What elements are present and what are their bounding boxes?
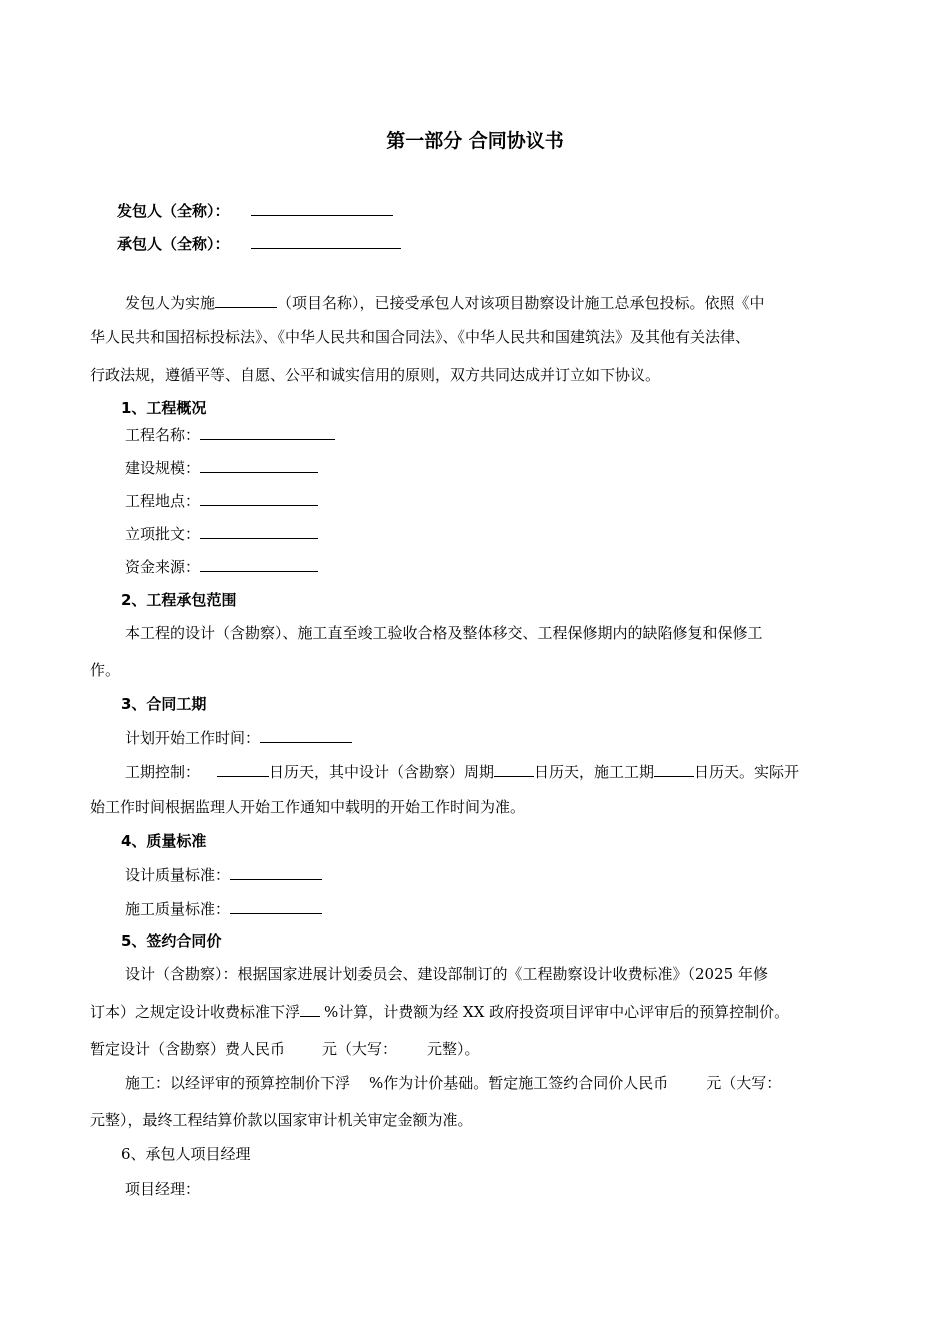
field-text: 订本）之规定设计收费标准下浮 xyxy=(90,1003,301,1021)
intro-text: 发包人为实施 xyxy=(125,294,216,312)
employer-blank[interactable] xyxy=(251,200,393,216)
intro-line-1 xyxy=(125,292,765,313)
duration-line xyxy=(125,761,799,782)
design-fee-line-3 xyxy=(90,1039,480,1059)
design-days-blank[interactable] xyxy=(494,761,534,777)
contractor-label: 承包人（全称）： xyxy=(117,235,230,253)
intro-line-3: 行政法规，遵循平等、自愿、公平和诚实信用的原则，双方共同达成并订立如下协议。 xyxy=(90,366,661,384)
field-text: 日历天，其中设计（含勘察）周期 xyxy=(269,763,495,781)
section-5-heading: 5、签约合同价 xyxy=(121,932,222,950)
section-4-heading: 4、质量标准 xyxy=(121,832,207,850)
field-blank[interactable] xyxy=(260,727,352,743)
field-label: 设计质量标准： xyxy=(125,866,231,884)
field-blank[interactable] xyxy=(200,424,335,440)
discount-blank[interactable] xyxy=(300,1001,320,1017)
field-label: 工程名称： xyxy=(125,426,201,444)
field-blank[interactable] xyxy=(200,523,318,539)
funding-line xyxy=(125,556,318,577)
design-fee-line-1: 设计（含勘察）：根据国家进展计划委员会、建设部制订的《工程勘察设计收费标准》（2025 年修 xyxy=(125,965,768,983)
field-text: 元（大写： xyxy=(322,1040,398,1058)
section-6-heading: 6、承包人项目经理 xyxy=(121,1145,251,1163)
field-label: 立项批文： xyxy=(125,525,201,543)
design-quality-line xyxy=(125,864,322,885)
contractor-blank[interactable] xyxy=(251,233,401,249)
duration-line-2: 始工作时间根据监理人开始工作通知中载明的开始工作时间为准。 xyxy=(90,798,526,816)
intro-line-2: 华人民共和国招标投标法》、《中华人民共和国合同法》、《中华人民共和国建筑法》及其他有关法律、 xyxy=(90,328,751,346)
field-blank[interactable] xyxy=(230,898,322,914)
project-name-line xyxy=(125,424,335,445)
section-2-heading: 2、工程承包范围 xyxy=(121,591,237,609)
field-text: %作为计价基础。暂定施工签约合同价人民币 xyxy=(369,1074,669,1092)
location-line xyxy=(125,490,318,511)
scale-line xyxy=(125,457,318,478)
construction-quality-line xyxy=(125,898,322,919)
employer-label: 发包人（全称）： xyxy=(117,202,230,220)
field-label: 工期控制： xyxy=(125,763,201,781)
field-text: 元整）。 xyxy=(427,1040,480,1058)
page-title: 第一部分 合同协议书 xyxy=(386,130,564,152)
design-fee-line-2 xyxy=(90,1001,789,1022)
construction-fee-line-2: 元整），最终工程结算价款以国家审计机关审定金额为准。 xyxy=(90,1111,473,1129)
field-text: 元（大写： xyxy=(706,1074,782,1092)
field-blank[interactable] xyxy=(200,556,318,572)
field-label: 资金来源： xyxy=(125,558,201,576)
field-blank[interactable] xyxy=(200,457,318,473)
field-label: 计划开始工作时间： xyxy=(125,729,261,747)
project-name-blank[interactable] xyxy=(215,292,277,308)
manager-line: 项目经理： xyxy=(125,1180,201,1198)
total-days-blank[interactable] xyxy=(217,761,269,777)
construction-days-blank[interactable] xyxy=(654,761,694,777)
field-text: 日历天，施工工期 xyxy=(534,763,655,781)
intro-text: （项目名称），已接受承包人对该项目勘察设计施工总承包投标。依照《中 xyxy=(277,294,765,312)
field-blank[interactable] xyxy=(230,864,322,880)
scope-line-1: 本工程的设计（含勘察）、施工直至竣工验收合格及整体移交、工程保修期内的缺陷修复和保修工 xyxy=(125,624,763,642)
employer-line xyxy=(117,200,393,221)
field-text: 暂定设计（含勘察）费人民币 xyxy=(90,1040,286,1058)
start-time-line xyxy=(125,727,352,748)
construction-fee-line-1 xyxy=(125,1073,781,1093)
section-3-heading: 3、合同工期 xyxy=(121,695,207,713)
section-1-heading: 1、工程概况 xyxy=(121,399,207,417)
field-blank[interactable] xyxy=(200,490,318,506)
approval-line xyxy=(125,523,318,544)
field-text: 施工：以经评审的预算控制价下浮 xyxy=(125,1074,351,1092)
field-label: 建设规模： xyxy=(125,459,201,477)
field-text: 日历天。实际开 xyxy=(694,763,800,781)
field-label: 工程地点： xyxy=(125,492,201,510)
field-text: %计算，计费额为经 XX 政府投资项目评审中心评审后的预算控制价。 xyxy=(324,1003,790,1021)
field-label: 施工质量标准： xyxy=(125,900,231,918)
scope-line-2: 作。 xyxy=(90,661,121,679)
contractor-line xyxy=(117,233,401,254)
